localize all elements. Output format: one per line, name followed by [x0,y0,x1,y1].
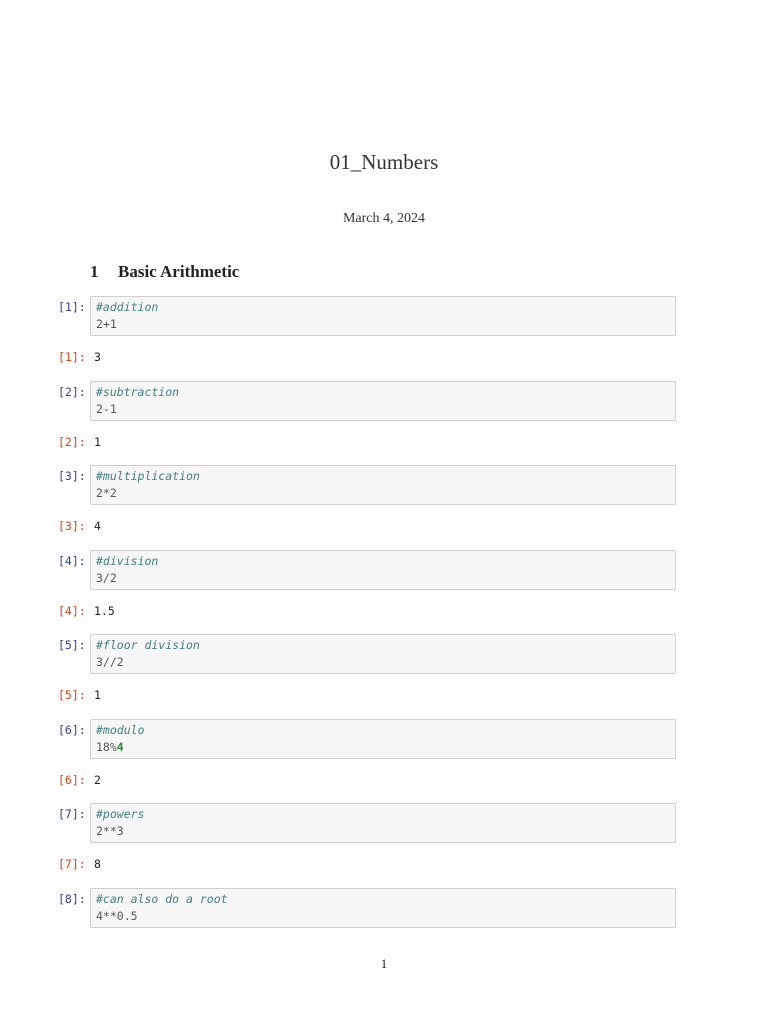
code-editor[interactable] [90,634,676,674]
code-line: 2+1 [96,317,117,331]
code-line: 3/2 [96,570,117,585]
output-value: 1.5 [94,603,115,618]
code-line: 2-1 [96,401,117,416]
input-prompt: [2]: [58,384,86,399]
output-value: 1 [94,688,101,702]
input-cell[interactable] [0,634,768,676]
input-cell[interactable] [0,381,768,423]
input-prompt: [5]: [58,638,86,652]
code-editor[interactable] [90,888,676,928]
code-editor[interactable] [90,381,676,421]
input-prompt: [1]: [58,300,86,314]
output-prompt: [4]: [58,603,86,618]
output-cell [0,761,768,804]
code-editor[interactable] [90,719,676,759]
input-cell[interactable] [0,888,768,930]
code-line [96,739,670,756]
output-cell [0,507,768,550]
code-text: 18% [96,739,117,754]
code-comment: #multiplication [96,469,200,483]
input-cell[interactable] [0,803,768,845]
code-editor[interactable] [90,803,676,843]
document-date: March 4, 2024 [342,211,426,226]
section-title: Basic Arithmetic [118,262,240,281]
output-cell [0,676,768,719]
section-number: 1 [90,262,99,281]
output-cell [0,845,768,888]
code-line: 4**0.5 [96,908,138,923]
code-comment: #floor division [96,638,200,652]
input-prompt: [6]: [58,722,86,737]
input-cell[interactable] [0,296,768,338]
code-line: 3//2 [96,655,124,669]
output-prompt: [5]: [58,688,86,702]
code-comment: #division [96,553,159,568]
input-cell[interactable] [0,719,768,761]
output-value: 8 [94,857,101,871]
output-prompt: [6]: [58,772,86,787]
code-comment: #can also do a root [96,891,228,906]
input-prompt: [4]: [58,553,86,568]
input-cell[interactable] [0,550,768,592]
input-prompt: [3]: [58,469,86,483]
output-prompt: [1]: [58,350,86,364]
output-prompt: [2]: [58,434,86,449]
input-cell[interactable] [0,465,768,507]
input-prompt: [7]: [58,807,86,821]
code-comment: #subtraction [96,384,180,399]
notebook-cells [0,296,768,930]
output-cell [0,423,768,466]
code-comment: #powers [96,807,145,821]
page-number: 1 [380,956,388,971]
code-line: 2*2 [96,486,117,500]
number-literal: 4 [116,739,124,754]
code-comment: #addition [96,300,159,314]
section-heading [90,262,239,282]
output-prompt: [3]: [58,519,86,533]
code-editor[interactable] [90,550,676,590]
output-value: 4 [94,519,101,533]
output-cell [0,338,768,381]
code-editor[interactable] [90,465,676,505]
output-cell [0,592,768,635]
input-prompt: [8]: [58,891,86,906]
code-line: 2**3 [96,824,124,838]
output-prompt: [7]: [58,857,86,871]
output-value: 2 [94,772,101,787]
page-title: 01_Numbers [329,150,439,174]
code-editor[interactable] [90,296,676,336]
code-comment: #modulo [96,722,145,737]
output-value: 3 [94,350,101,364]
output-value: 1 [94,434,101,449]
